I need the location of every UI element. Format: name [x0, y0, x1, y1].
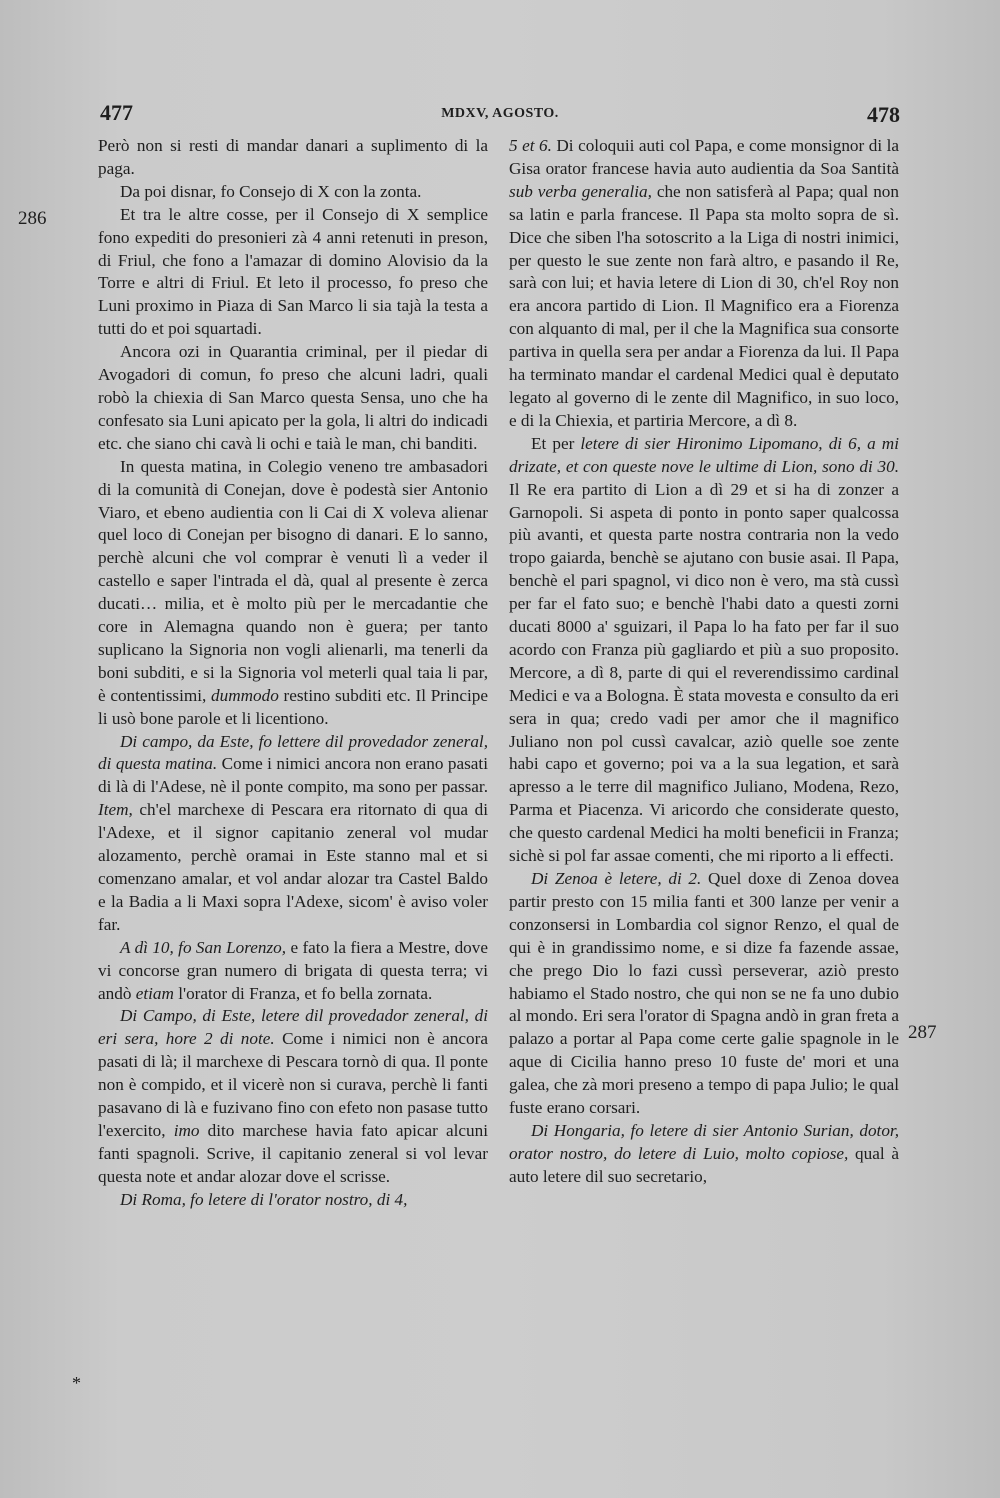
- right-column: [509, 135, 899, 1189]
- paragraph: A dì 10, fo San Lorenzo, e fato la fiera a Mestre, dove vi concorse gran numero di brigata di questa terra; vi andò etiam l'orator di Franza, et fo bella zornata.: [98, 937, 488, 1003]
- paragraph: Et per letere di sier Hironimo Lipomano, di 6, a mi drizate, et con queste nove le ultime di Lion, sono di 30. Il Re era partito di Lion a dì 29 et si ha di zonzer a Garnopoli. Si aspeta di ponto in ponto saper qualcossa più avanti, et questa parte nostra contraria non la vedo tropo gaiarda, benchè se ajutano con busie asai. Il Papa, benchè el pari spagnol, vi dico non è vero, ma stà cussì per far el fato suo; e benchè l'habi dato a questi zorni ducati 8000 a' sguizari, il Papa lo ha fato per far il suo acordo con Franza più gagliardo et più a suo proposito. Mercore, a dì 8, parte di qui el reverendissimo cardinal Medici e va a Bologna. È stata movesta e consulto da eri sera in qua; credo vadi per amor che il magnifico Juliano non pol cussì cavalcar, aziò quelle soe zente habi capo et governo; poi va a la sua legation, et sarà apresso a le terre dil magnifico Juliano, Modena, Rezo, Parma et Piacenza. Vi aricordo che considerate questo, che questo cardenal Medici ha molti beneficii in Franza; sichè si pol far assae comenti, che mi riporto a li effecti.: [509, 433, 899, 866]
- paragraph: Di Hongaria, fo letere di sier Antonio Surian, dotor, orator nostro, do letere di Luio, molto copiose, qual à auto letere dil suo secretario,: [509, 1120, 899, 1186]
- page-header: [100, 100, 900, 130]
- paragraph: Di campo, da Este, fo lettere dil provedador zeneral, di questa matina. Come i nimici ancora non erano pasati di là di l'Adese, nè il ponte compito, ma sono per passar. Item, ch'el marchexe di Pescara era ritornato di qua di l'Adexe, et il signor capitanio zeneral vol mudar alozamento, perchè oramai in Este stanno mal et si comenzano amalar, et vol andar alozar tra Castel Baldo e la Badia a li Maxi sopra l'Adexe, sicom' è aviso voler far.: [98, 731, 488, 934]
- running-title: MDXV, AGOSTO.: [441, 106, 559, 121]
- margin-asterisk: *: [72, 1373, 81, 1393]
- paragraph: 5 et 6. Di coloquii auti col Papa, e come monsignor di la Gisa orator francese havia auto audientia da Soa Santità sub verba generalia, che non satisferà al Papa; qual non sa latin e parla francese. Il Papa sta molto sopra de sì. Dice che siben l'ha sotoscrito a la Liga di nostri inimici, per questo le sue zente non farà altro, e pasando il Re, sarà con lui; et havia letere di Lion di 30, ch'el Roy non era ancora partido di Lion. Il Magnifico era a Fiorenza con alquanto di mal, per il che la Magnifica sua consorte partiva in quella sera per andar a Fiorenza da lui. Il Papa ha terminato mandar el cardenal Medici qual è deputato legato al governo di le zente dil Magnifico, in suo loco, e di la Chiexia, et partiria Mercore, a dì 8.: [509, 136, 899, 430]
- paragraph: In questa matina, in Colegio veneno tre ambasadori di la comunità di Conejan, dove è podestà sier Antonio Viaro, et ebeno audientia con li Cai di X voleva alienar quel loco di Conejan per bisogno di danari. E lo sanno, perchè alcuni che vol comprar è venuti lì a veder il castello e saper l'intrada el dà, qual al presente è zerca ducati… milia, et è molto più per le mercadantie che core in Alemagna quando non è guera; per tanto suplicano la Signoria non vogli alienarli, ma tenerli da boni subditi, e si la Signoria vol meterli qual taia li par, è contentissimi, dummodo restino subditi etc. Il Principe li usò bone parole et li licentiono.: [98, 456, 488, 728]
- margin-number-left: 286: [18, 208, 47, 229]
- margin-number-right: 287: [908, 1022, 937, 1043]
- paragraph: Di Zenoa è letere, di 2. Quel doxe di Zenoa dovea partir presto con 15 milia fanti et 300 lanze per venir a conzonsersi in Lombardia col signor Renzo, el qual de qui è in grandissimo nome, e si dize fa fazende assae, che prego Dio lo fazi cussì perseverar, aziò presto habiamo el Stado nostro, che qui non se ne fa uno dubio al mondo. Eri sera l'orator di Spagna andò in gran freta a palazo a portar al Papa come certe galie spagnole in le aque di Cicilia hanno preso 10 fuste de' mori et una galea, che zà mori preseno a tempo di papa Julio; le qual fuste erano corsari.: [509, 869, 899, 1118]
- paragraph: Di Campo, di Este, letere dil provedador zeneral, di eri sera, hore 2 di note. Come i nimici non è ancora pasati di là; il marchexe di Pescara tornò di qua. Il ponte non è compido, et il vicerè non si curava, perchè li fanti pasavano di là e fuzivano fino con efeto non pasase tutto l'exercito, imo dito marchese havia fato apicar alcuni fanti spagnoli. Scrive, il capitanio zeneral si vol levar questa note et andar alozar dove el scrisse.: [98, 1006, 488, 1186]
- left-column: [98, 135, 488, 1212]
- paragraph: Et tra le altre cosse, per il Consejo di X semplice fono expediti do presonieri zà 4 anni retenuti in preson, di Friul, che fono a l'amazar di domino Alovisio da la Torre e altri di Friul. Et leto il processo, fo preso che Luni proximo in Piaza di San Marco li sia tajà la testa a tutti do et poi squartadi.: [98, 204, 488, 339]
- paragraph: Ancora ozi in Quarantia criminal, per il piedar di Avogadori di comun, fo preso che alcuni ladri, quali robò la chiexia di San Marco questa Sensa, uno che ha confesato sia Luni apicato per la gola, li altri do indicadi etc. che siano chi cavà li ochi e taià le man, chi banditi.: [98, 342, 488, 453]
- page-number-left: 477: [100, 100, 133, 125]
- paragraph: Di Roma, fo letere di l'orator nostro, di 4,: [120, 1189, 408, 1209]
- paragraph: Da poi disnar, fo Consejo di X con la zonta.: [120, 181, 422, 201]
- page-number-right: 478: [867, 102, 900, 127]
- paragraph: Però non si resti di mandar danari a suplimento di la paga.: [98, 136, 488, 178]
